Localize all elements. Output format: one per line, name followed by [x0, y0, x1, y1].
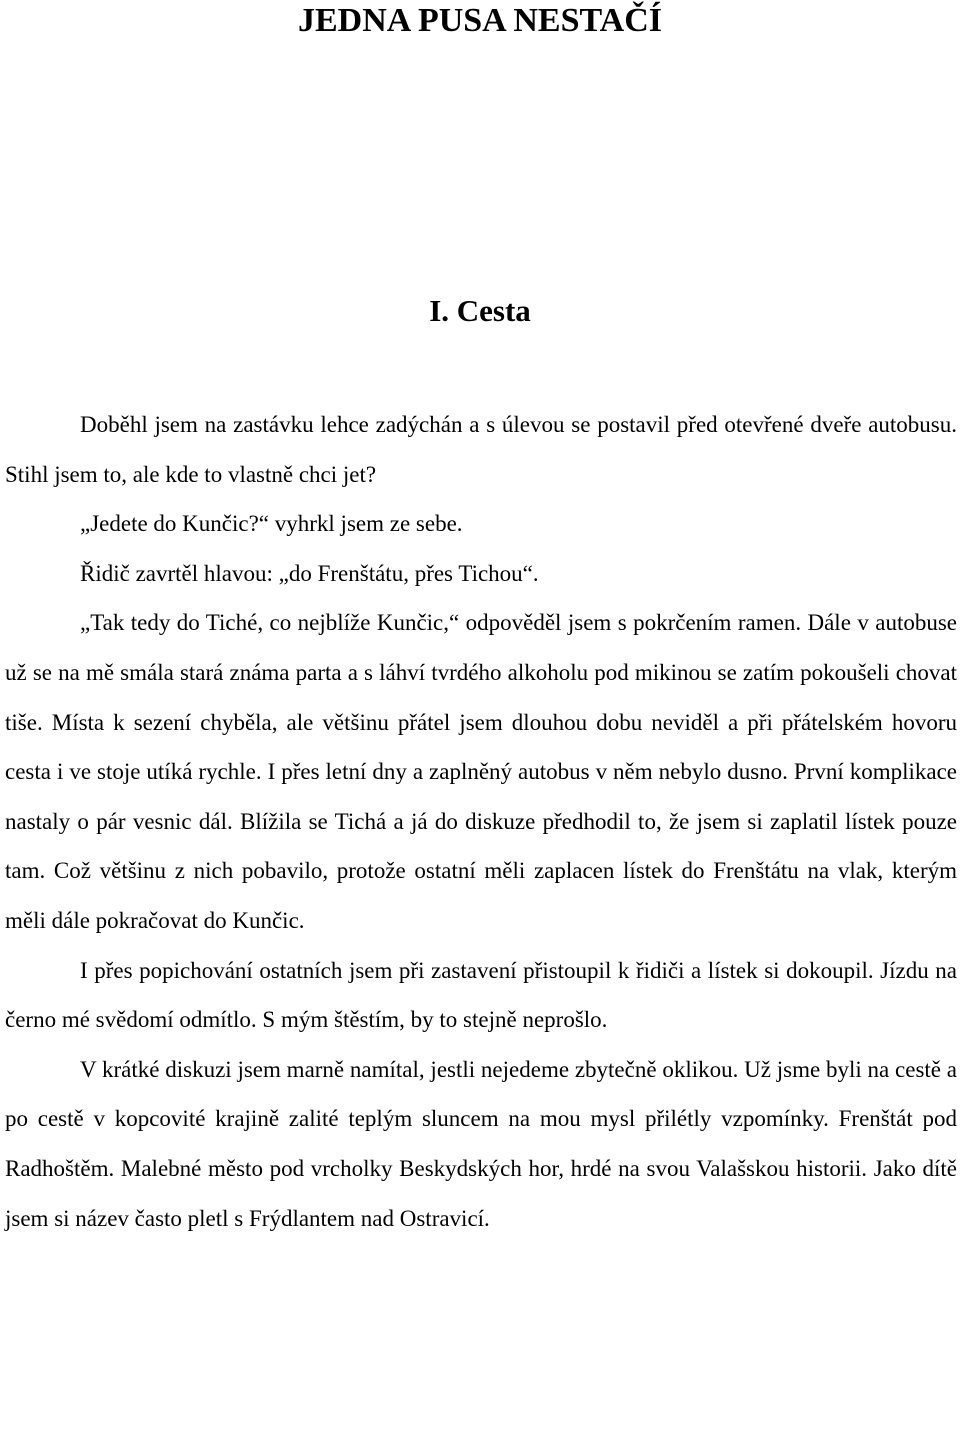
paragraph: I přes popichování ostatních jsem při zastavení přistoupil k řidiči a lístek si dokoupil. Jízdu na černo mé svědomí odmítlo. S mým štěstím, by to stejně neprošlo. — [5, 957, 957, 1033]
paragraph: V krátké diskuzi jsem marně namítal, jestli nejedeme zbytečně oklikou. Už jsme byli na cestě a po cestě v kopcovité krajině zalité teplým sluncem na mou mysl přilétly vzpomínky. Frenštát pod Radhoštěm. Malebné město pod vrcholky Beskydských hor, hrdé na svou Valašskou historii. Jako dítě jsem si název často pletl s Frýdlantem nad Ostravicí. — [5, 1056, 957, 1231]
document-body — [5, 400, 957, 1243]
chapter-heading: I. Cesta — [429, 293, 531, 328]
paragraph: Doběhl jsem na zastávku lehce zadýchán a s úlevou se postavil před otevřené dveře autobusu. Stihl jsem to, ale kde to vlastně chci jet? — [5, 412, 957, 487]
paragraph: Řidič zavrtěl hlavou: „do Frenštátu, přes Tichou“. — [80, 560, 539, 586]
document-title: JEDNA PUSA NESTAČÍ — [297, 2, 662, 39]
paragraph: „Tak tedy do Tiché, co nejblíže Kunčic,“ odpověděl jsem s pokrčením ramen. Dále v autobuse už se na mě smála stará známa parta a s láhví tvrdého alkoholu pod mikinou se zatím pokoušeli chovat tiše. Místa k sezení chyběla, ale většinu přátel jsem dlouhou dobu neviděl a při přátelském hovoru cesta i ve stoje utíká rychle. I přes letní dny a zaplněný autobus v něm nebylo dusno. První komplikace nastaly o pár vesnic dál. Blížila se Tichá a já do diskuze předhodil to, že jsem si zaplatil lístek pouze tam. Což většinu z nich pobavilo, protože ostatní měli zaplacen lístek do Frenštátu na vlak, kterým měli dále pokračovat do Kunčic. — [5, 610, 957, 933]
paragraph: „Jedete do Kunčic?“ vyhrkl jsem ze sebe. — [80, 511, 463, 537]
